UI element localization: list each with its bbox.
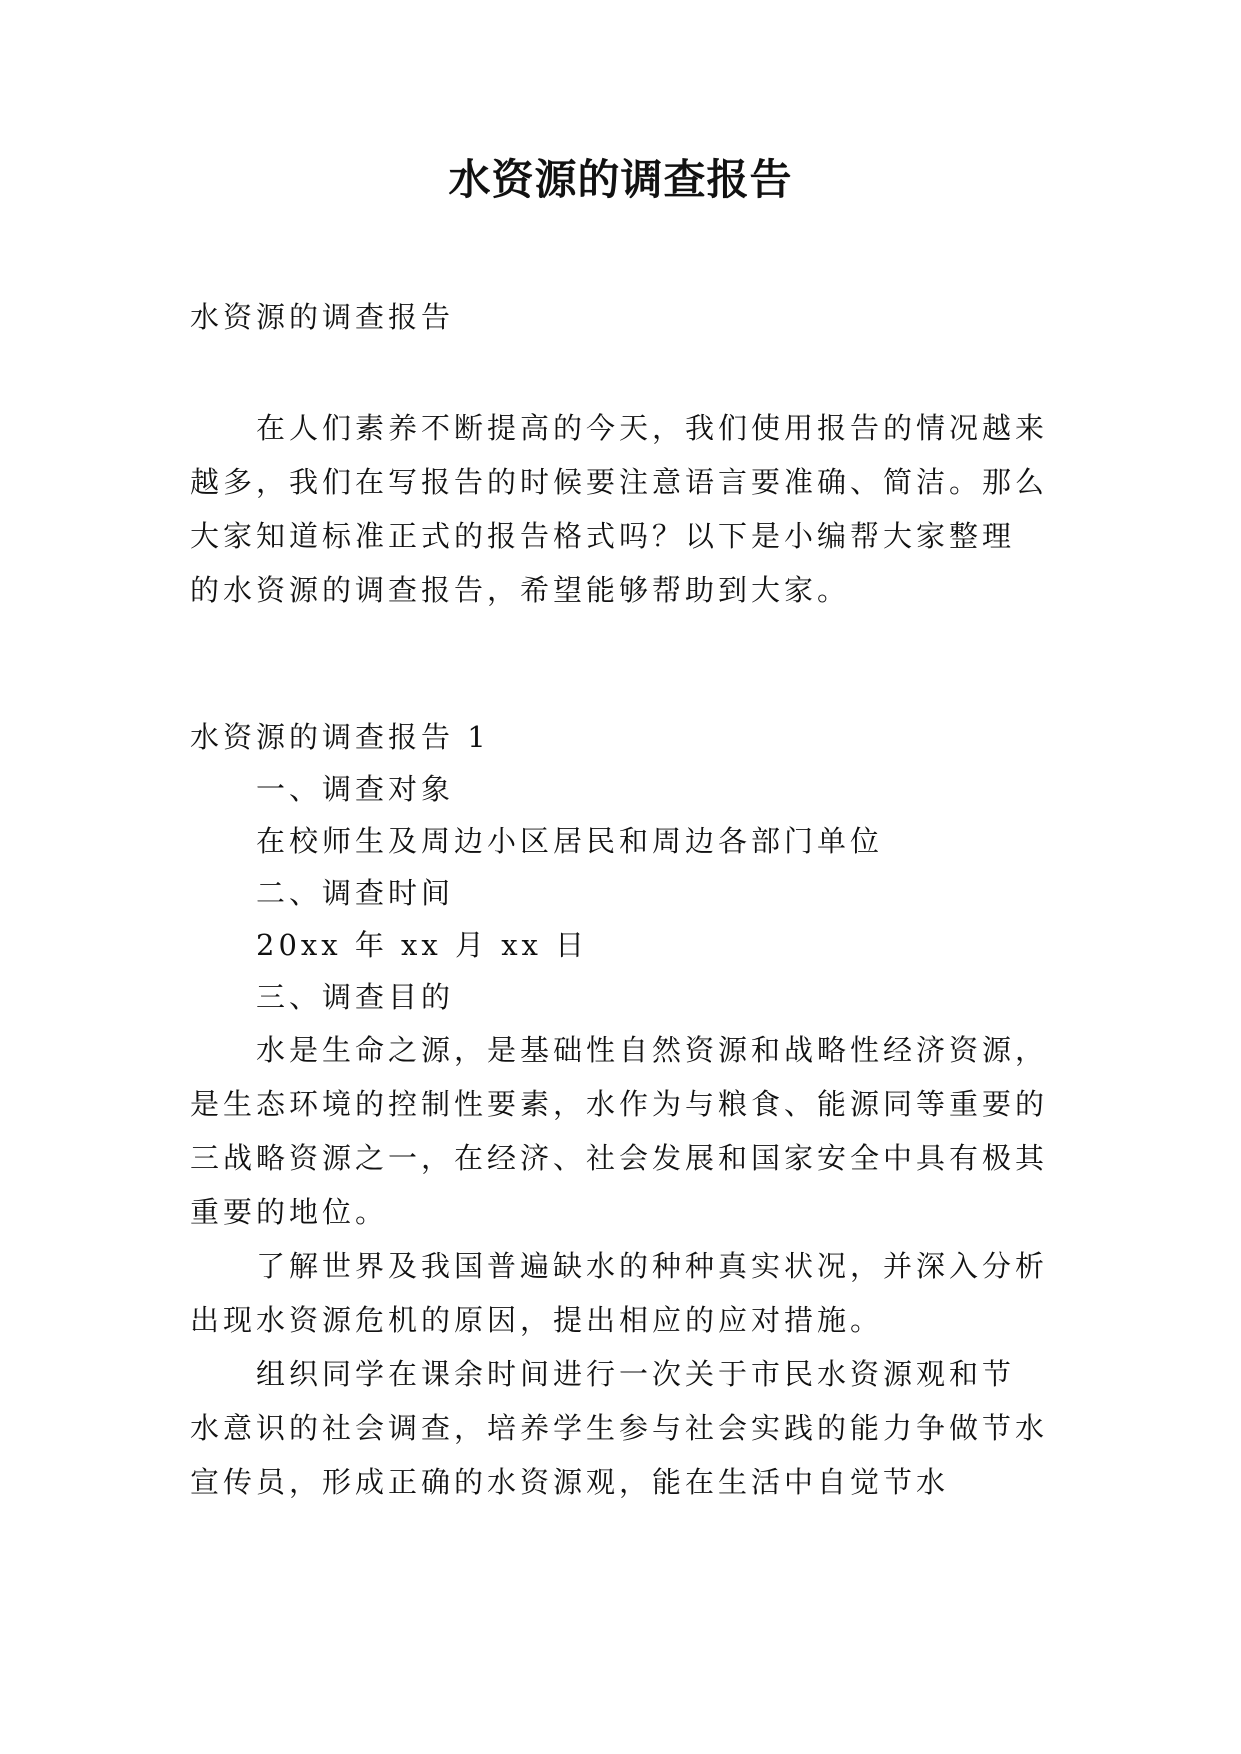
item-heading: 二、调查时间 — [256, 876, 455, 910]
purpose-paragraph — [190, 1347, 1056, 1509]
paragraph-line: 是生态环境的控制性要素，水作为与粮食、能源同等重要的 — [190, 1087, 1049, 1121]
intro-line: 大家知道标准正式的报告格式吗？以下是小编帮大家整理 — [190, 519, 1016, 553]
intro-line: 的水资源的调查报告，希望能够帮助到大家。 — [190, 573, 851, 607]
paragraph-line: 重要的地位。 — [190, 1195, 389, 1229]
document-subtitle: 水资源的调查报告 — [190, 300, 455, 334]
purpose-paragraph — [190, 1239, 1056, 1347]
section-heading: 水资源的调查报告 1 — [190, 720, 490, 754]
section-1 — [190, 711, 1056, 1509]
intro-line: 在人们素养不断提高的今天，我们使用报告的情况越来 — [256, 411, 1049, 445]
paragraph-line: 水意识的社会调查，培养学生参与社会实践的能力争做节水 — [190, 1411, 1049, 1445]
item-text: 在校师生及周边小区居民和周边各部门单位 — [256, 824, 884, 858]
intro-paragraph — [190, 401, 1056, 617]
paragraph-line: 水是生命之源，是基础性自然资源和战略性经济资源， — [256, 1033, 1049, 1067]
paragraph-line: 组织同学在课余时间进行一次关于市民水资源观和节 — [256, 1357, 1016, 1391]
paragraph-line: 宣传员，形成正确的水资源观，能在生活中自觉节水 — [190, 1465, 950, 1499]
item-heading: 三、调查目的 — [256, 980, 455, 1014]
paragraph-line: 了解世界及我国普遍缺水的种种真实状况，并深入分析 — [256, 1249, 1049, 1283]
document-title: 水资源的调查报告 — [448, 155, 793, 204]
document-body — [190, 288, 1056, 1509]
item-heading: 一、调查对象 — [256, 772, 455, 806]
intro-line: 越多，我们在写报告的时候要注意语言要准确、简洁。那么 — [190, 465, 1049, 499]
item-text: 20xx 年 xx 月 xx 日 — [256, 928, 589, 962]
paragraph-line: 出现水资源危机的原因，提出相应的应对措施。 — [190, 1303, 884, 1337]
paragraph-line: 三战略资源之一，在经济、社会发展和国家安全中具有极其 — [190, 1141, 1049, 1175]
spacer — [190, 617, 1056, 711]
purpose-paragraph — [190, 1023, 1056, 1239]
spacer — [190, 346, 1056, 404]
